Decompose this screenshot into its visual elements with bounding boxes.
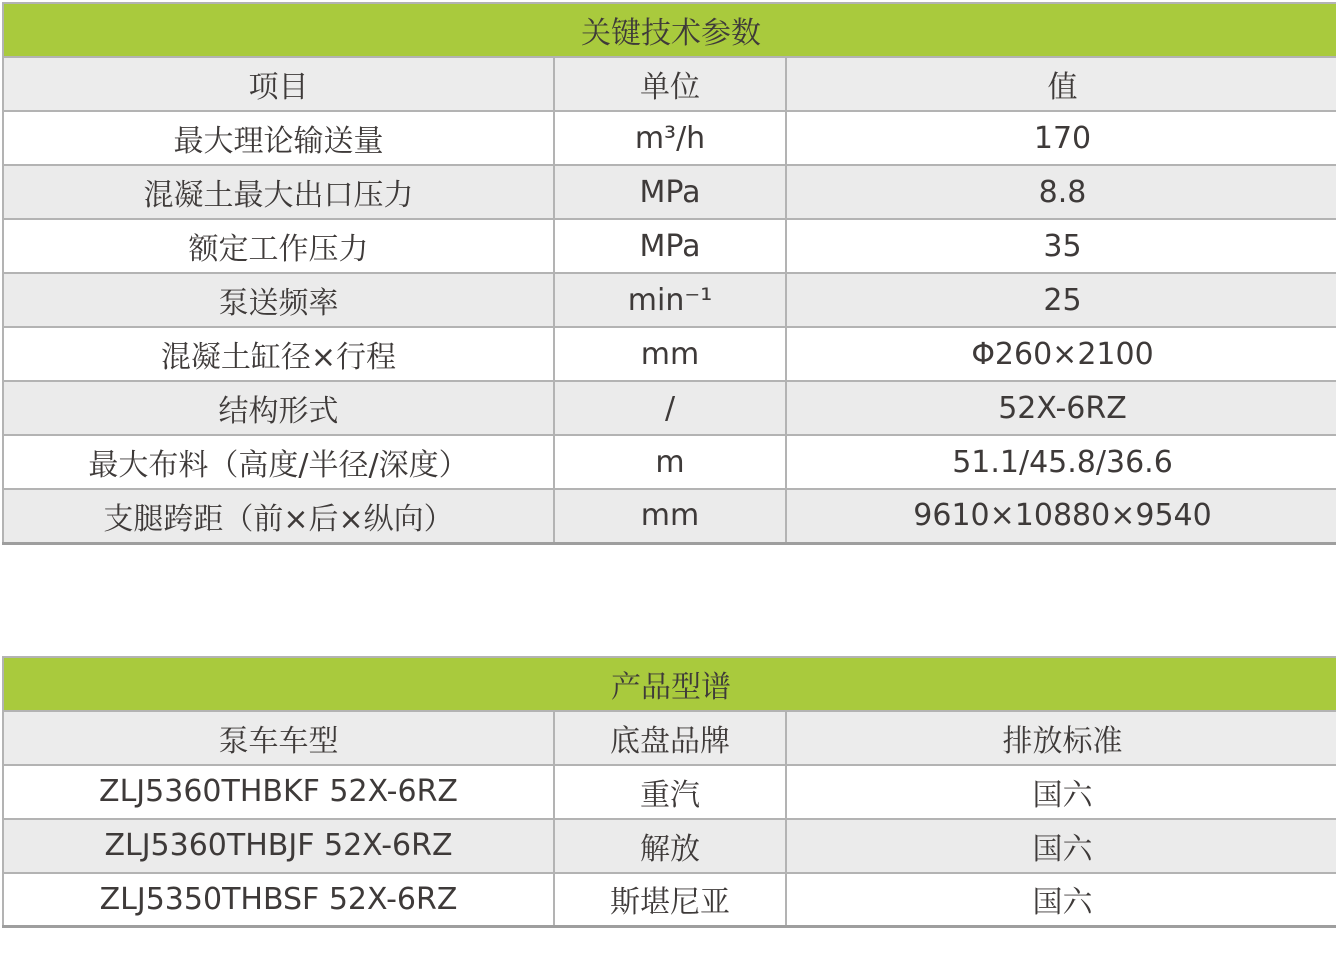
cell-item: 最大理论输送量 [3,111,554,165]
cell-emission-standard: 国六 [786,819,1336,873]
cell-model: ZLJ5350THBSF 52X-6RZ [3,873,554,927]
column-header-item: 项目 [3,57,554,111]
column-header-unit: 单位 [554,57,786,111]
table-title-row [3,657,1336,711]
cell-item: 泵送频率 [3,273,554,327]
table-row [3,111,1336,165]
column-header-model: 泵车车型 [3,711,554,765]
cell-item: 额定工作压力 [3,219,554,273]
cell-chassis-brand: 解放 [554,819,786,873]
cell-value: 9610×10880×9540 [786,489,1336,543]
column-header-value: 值 [786,57,1336,111]
column-header-chassis-brand: 底盘品牌 [554,711,786,765]
cell-emission-standard: 国六 [786,765,1336,819]
cell-unit: m [554,435,786,489]
table-row [3,327,1336,381]
table-row [3,819,1336,873]
cell-unit: MPa [554,219,786,273]
table-row [3,873,1336,927]
table-row [3,381,1336,435]
cell-model: ZLJ5360THBKF 52X-6RZ [3,765,554,819]
cell-unit: / [554,381,786,435]
cell-value: 35 [786,219,1336,273]
cell-item: 混凝土最大出口压力 [3,165,554,219]
table-title-row [3,3,1336,57]
cell-unit: mm [554,327,786,381]
table-spacer [0,545,1336,656]
cell-item: 支腿跨距（前×后×纵向） [3,489,554,543]
cell-model: ZLJ5360THBJF 52X-6RZ [3,819,554,873]
column-header-emission-standard: 排放标准 [786,711,1336,765]
cell-unit: m³/h [554,111,786,165]
cell-value: 51.1/45.8/36.6 [786,435,1336,489]
table-row [3,489,1336,543]
cell-item: 结构形式 [3,381,554,435]
cell-chassis-brand: 重汽 [554,765,786,819]
cell-unit: min⁻¹ [554,273,786,327]
table-row [3,435,1336,489]
column-header-row [3,57,1336,111]
key-parameters-table [2,2,1336,545]
cell-value: 25 [786,273,1336,327]
cell-item: 最大布料（高度/半径/深度） [3,435,554,489]
table-row [3,273,1336,327]
cell-unit: mm [554,489,786,543]
table-title: 产品型谱 [3,657,1336,711]
cell-item: 混凝土缸径×行程 [3,327,554,381]
cell-value: Φ260×2100 [786,327,1336,381]
table-row [3,165,1336,219]
cell-value: 52X-6RZ [786,381,1336,435]
cell-value: 8.8 [786,165,1336,219]
cell-value: 170 [786,111,1336,165]
table-row [3,765,1336,819]
cell-unit: MPa [554,165,786,219]
cell-emission-standard: 国六 [786,873,1336,927]
table-title: 关键技术参数 [3,3,1336,57]
cell-chassis-brand: 斯堪尼亚 [554,873,786,927]
column-header-row [3,711,1336,765]
product-spectrum-table [2,656,1336,929]
table-row [3,219,1336,273]
